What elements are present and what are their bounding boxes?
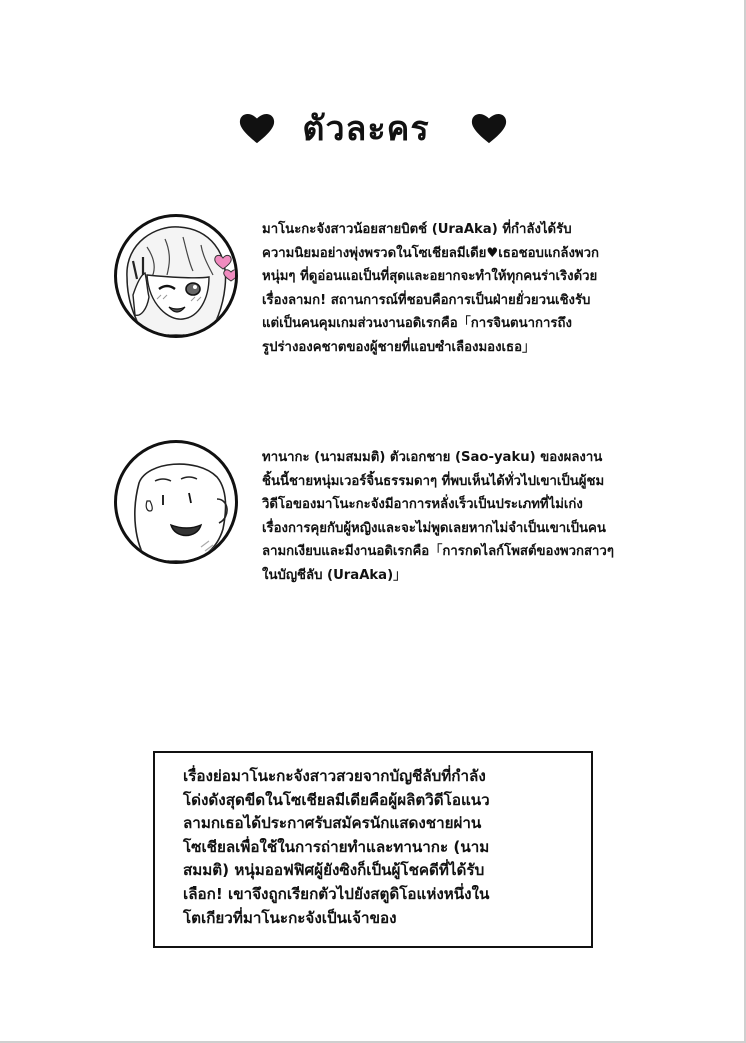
- heroine-description: [262, 218, 702, 359]
- hero-description: [262, 446, 702, 587]
- description-line: วิดีโอของมาโนะกะจังมีอาการหลั่งเร็วเป็นประเภทที่ไม่เก่ง: [262, 497, 583, 512]
- description-line: หนุ่มๆ ที่ดูอ่อนแอเป็นที่สุดและอยากจะทำให้ทุกคนร่าเริงด้วย: [262, 269, 598, 284]
- synopsis-line: เลือก! เขาจึงถูกเรียกตัวไปยังสตูดิโอแห่งหนึ่งใน: [183, 884, 490, 903]
- synopsis-line: ลามกเธอได้ประกาศรับสมัครนักแสดงชายผ่าน: [183, 814, 482, 833]
- synopsis-line: โตเกียวที่มาโนะกะจังเป็นเจ้าของ: [183, 908, 397, 927]
- description-line: ในบัญชีลับ (UraAka)」: [262, 567, 407, 583]
- heart-icon: [470, 111, 508, 145]
- description-line: แต่เป็นคนคุมเกมส่วนงานอดิเรกคือ「การจินตนาการถึง: [262, 316, 572, 331]
- heart-icon: [238, 111, 276, 145]
- description-line: ลามกเงียบและมีงานอดิเรกคือ「การกดไลก์โพสต์ของพวกสาวๆ: [262, 544, 614, 559]
- heroine-portrait: [114, 214, 238, 338]
- synopsis-line: โด่งดังสุดขีดในโซเชียลมีเดียคือผู้ผลิตวิดีโอแนว: [183, 790, 490, 809]
- synopsis-line: โซเชียลเพื่อใช้ในการถ่ายทำและทานากะ (นาม: [183, 837, 490, 856]
- description-line: รูปร่างองคชาตของผู้ชายที่แอบซำเลืองมองเธอ」: [262, 339, 536, 355]
- description-line: ชิ้นนี้ชายหนุ่มเวอร์จิ้นธรรมดาๆ ที่พบเห็นได้ทั่วไปเขาเป็นผู้ชม: [262, 473, 605, 489]
- synopsis-line: สมมติ) หนุ่มออฟฟิศผู้ยังซิงก็เป็นผู้โชคดีที่ได้รับ: [183, 861, 485, 880]
- description-line: มาโนะกะจังสาวน้อยสายบิตช์ (UraAka) ที่กำลังได้รับ: [262, 222, 572, 237]
- description-line: เรื่องลามก! สถานการณ์ที่ชอบคือการเป็นฝ่ายยั่วยวนเชิงรับ: [262, 292, 591, 308]
- description-line: ความนิยมอย่างพุ่งพรวดในโซเชียลมีเดีย♥เธอชอบแกล้งพวก: [262, 245, 600, 261]
- title-row: [0, 98, 746, 158]
- hero-portrait: [114, 440, 238, 564]
- description-line: เรื่องการคุยกับผู้หญิงและจะไม่พูดเลยหากไม่จำเป็นเขาเป็นคน: [262, 520, 606, 536]
- description-line: ทานากะ (นามสมมติ) ตัวเอกชาย (Sao-yaku) ของผลงาน: [262, 450, 603, 465]
- synopsis-line: เรื่องย่อมาโนะกะจังสาวสวยจากบัญชีลับที่กำลัง: [183, 767, 486, 785]
- synopsis-box: [153, 751, 593, 948]
- page-title: ตัวละคร: [302, 109, 430, 149]
